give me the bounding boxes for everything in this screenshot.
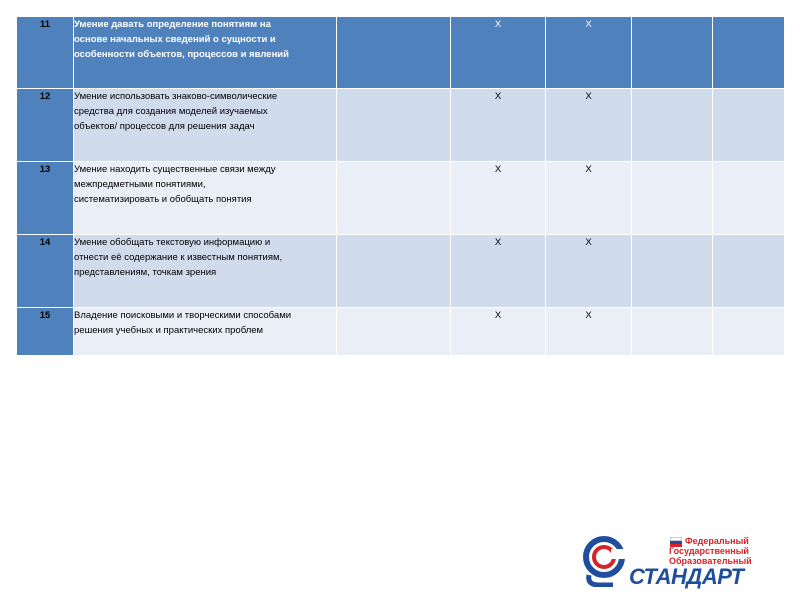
description-line: средства для создания моделей изучаемых <box>74 106 268 117</box>
description-line: Умение использовать знаково-символические <box>74 91 278 102</box>
empty-cell <box>713 17 785 89</box>
empty-cell <box>713 89 785 162</box>
competency-table <box>16 16 785 356</box>
description-line: Владение поисковыми и творческими способами <box>74 310 292 321</box>
description-line: особенности объектов, процессов и явлений <box>74 49 289 60</box>
row-number: 15 <box>17 308 74 356</box>
mark-cell: Х <box>546 162 632 235</box>
empty-cell <box>337 235 451 308</box>
logo-line-2: Государственный <box>669 546 749 556</box>
row-description <box>74 89 337 162</box>
russia-flag-icon <box>670 537 682 546</box>
mark-cell: Х <box>451 308 546 356</box>
empty-cell <box>337 89 451 162</box>
standard-emblem-icon <box>583 535 628 587</box>
empty-cell <box>632 308 713 356</box>
row-description <box>74 162 337 235</box>
fgos-logo <box>583 535 768 590</box>
logo-line-1: Федеральный <box>685 536 749 546</box>
table-row <box>17 89 785 162</box>
description-line: Умение давать определение понятиям на <box>74 19 271 30</box>
table-row <box>17 235 785 308</box>
empty-cell <box>713 235 785 308</box>
empty-cell <box>632 17 713 89</box>
empty-cell <box>337 308 451 356</box>
logo-line-3: Образовательный <box>669 556 752 566</box>
mark-cell: Х <box>451 17 546 89</box>
mark-cell: Х <box>546 235 632 308</box>
row-number: 12 <box>17 89 74 162</box>
mark-cell: Х <box>546 89 632 162</box>
row-description <box>74 235 337 308</box>
mark-cell: Х <box>546 17 632 89</box>
description-line: объектов/ процессов для решения задач <box>74 121 255 132</box>
empty-cell <box>632 89 713 162</box>
empty-cell <box>713 162 785 235</box>
description-line: систематизировать и обобщать понятия <box>74 194 252 205</box>
empty-cell <box>337 162 451 235</box>
table-row <box>17 308 785 356</box>
empty-cell <box>337 17 451 89</box>
row-number: 14 <box>17 235 74 308</box>
empty-cell <box>632 235 713 308</box>
empty-cell <box>713 308 785 356</box>
description-line: Умение находить существенные связи между <box>74 164 276 175</box>
description-line: основе начальных сведений о сущности и <box>74 34 276 45</box>
mark-cell: Х <box>546 308 632 356</box>
description-line: отнести её содержание к известным понятиям, <box>74 252 283 263</box>
mark-cell: Х <box>451 89 546 162</box>
row-number: 13 <box>17 162 74 235</box>
logo-wordmark: СТАНДАРТ <box>629 564 744 589</box>
mark-cell: Х <box>451 235 546 308</box>
description-line: межпредметными понятиями, <box>74 179 206 190</box>
mark-cell: Х <box>451 162 546 235</box>
table-row <box>17 17 785 89</box>
table-row <box>17 162 785 235</box>
row-description <box>74 308 337 356</box>
row-description <box>74 17 337 89</box>
row-number: 11 <box>17 17 74 89</box>
description-line: Умение обобщать текстовую информацию и <box>74 237 271 248</box>
empty-cell <box>632 162 713 235</box>
description-line: представлениям, точкам зрения <box>74 267 217 278</box>
description-line: решения учебных и практических проблем <box>74 325 264 336</box>
